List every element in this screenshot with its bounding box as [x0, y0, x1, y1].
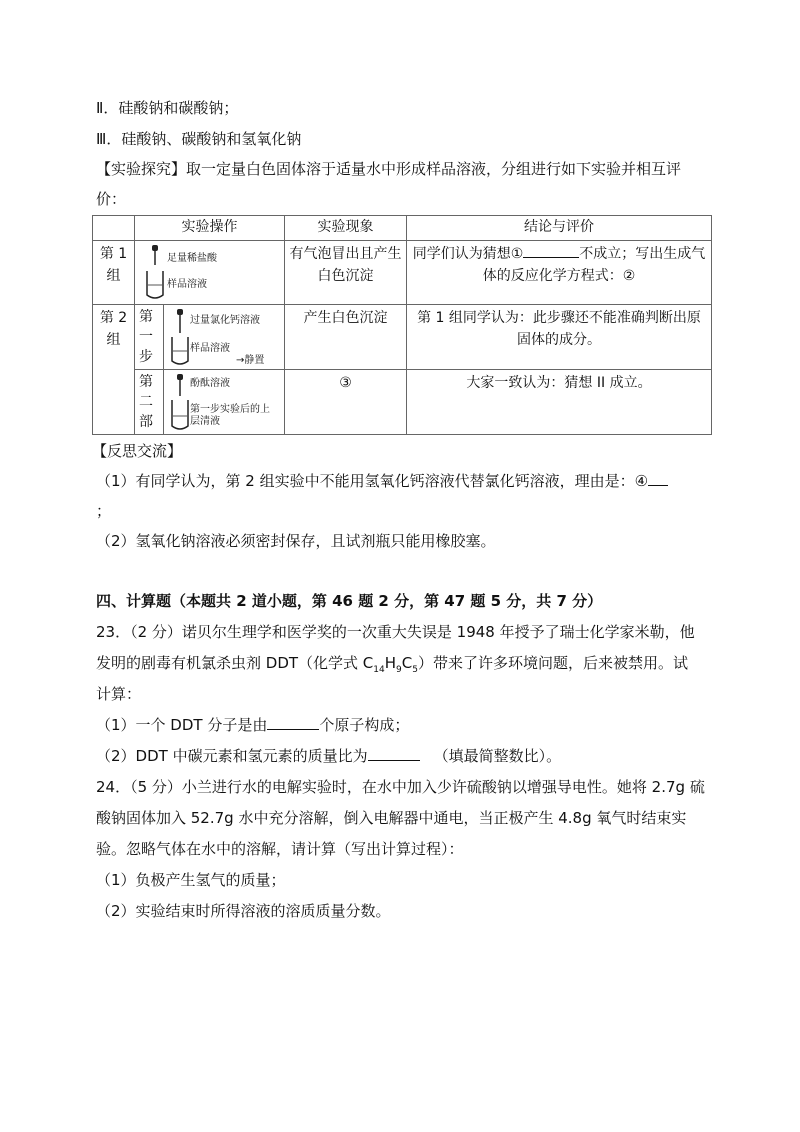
- table-row-group2-step2: [93, 370, 712, 435]
- group1-conclusion: 同学们认为猜想① 不成立；写出生成气体的反应化学方程式：②: [407, 241, 712, 305]
- group1-apparatus: [135, 241, 285, 305]
- q24-sub1: （1）负极产生氢气的质量；: [96, 871, 286, 889]
- q23-line2: 发明的剧毒有机氯杀虫剂 DDT（化学式 $C_{14}H_9C_5$）带来了许多环境问题，后来被禁用。试: [96, 654, 688, 675]
- group2-step2-cell: [135, 370, 285, 435]
- header-empty: [93, 216, 135, 241]
- reflection-q1-end: ；: [96, 502, 112, 520]
- header-phenomenon: 实验现象: [285, 216, 407, 241]
- reflection-q2: （2）氢氧化钠溶液必须密封保存，且试剂瓶只能用橡胶塞。: [96, 532, 496, 550]
- apparatus-label: 样品溶液: [190, 343, 230, 354]
- step2-conclusion: 大家一致认为：猜想 II 成立。: [407, 370, 712, 435]
- step1-conclusion: 第 1 组同学认为：此步骤还不能准确判断出原固体的成分。: [407, 305, 712, 370]
- q24-line3: 验。忽略气体在水中的溶解，请计算（写出计算过程）：: [96, 840, 464, 858]
- section4-title: 四、计算题（本题共 2 道小题，第 46 题 2 分，第 47 题 5 分，共 7 分）: [96, 592, 603, 610]
- table-row-group1: [93, 241, 712, 305]
- apparatus-label: 足量稀盐酸: [167, 253, 217, 264]
- q24-line2: 酸钠固体加入 52.7g 水中充分溶解，倒入电解器中通电，当正极产生 4.8g 氧气时结束实: [96, 809, 687, 827]
- table-row-group2-step1: [93, 305, 712, 370]
- group1-phenomenon: 有气泡冒出且产生白色沉淀: [285, 241, 407, 305]
- q23-line1: 23．（2 分）诺贝尔生理学和医学奖的一次重大失误是 1948 年授予了瑞士化学家米勒，他: [96, 623, 695, 641]
- hypothesis-3: Ⅲ．硅酸钠、碳酸钠和氢氧化钠: [96, 130, 302, 148]
- header-operation: 实验操作: [135, 216, 285, 241]
- header-conclusion: 结论与评价: [407, 216, 712, 241]
- q23-sub1: （1）一个 DDT 分子是由 个原子构成；: [96, 716, 410, 734]
- reflection-title: 【反思交流】: [92, 442, 183, 460]
- q24-line1: 24．（5 分）小兰进行水的电解实验时，在水中加入少许硫酸钠以增强导电性。她将 2.7g 硫: [96, 778, 705, 796]
- group2-step1-cell: [135, 305, 285, 370]
- table-header-row: [93, 216, 712, 241]
- group1-label: 第 1 组: [93, 241, 135, 305]
- apparatus-label: 酚酞溶液: [190, 378, 230, 389]
- experiment-intro-line1: 【实验探究】取一定量白色固体溶于适量水中形成样品溶液，分组进行如下实验并相互评: [96, 160, 682, 178]
- apparatus-label: 过量氯化钙溶液: [190, 315, 260, 326]
- q23-line3: 计算：: [96, 685, 142, 703]
- experiment-intro-line2: 价：: [96, 190, 127, 208]
- reflection-q1: （1）有同学认为，第 2 组实验中不能用氢氧化钙溶液代替氯化钙溶液，理由是：④: [96, 470, 668, 492]
- q23-sub2: （2）DDT 中碳元素和氢元素的质量比为 （填最简整数比）。: [96, 747, 562, 765]
- apparatus-label: 样品溶液: [167, 279, 207, 290]
- step2-phenomenon: ③: [285, 370, 407, 435]
- step1-label: 第一步: [135, 305, 164, 369]
- step2-label: 第二部: [135, 370, 164, 434]
- step1-phenomenon: 产生白色沉淀: [285, 305, 407, 370]
- apparatus-label: 第一步实验后的上层清液: [190, 404, 270, 427]
- experiment-table: [92, 215, 712, 435]
- apparatus-label: →静置: [236, 355, 265, 366]
- hypothesis-2: Ⅱ．硅酸钠和碳酸钠；: [96, 99, 239, 117]
- group2-label: 第 2 组: [93, 305, 135, 435]
- q24-sub2: （2）实验结束时所得溶液的溶质质量分数。: [96, 902, 391, 920]
